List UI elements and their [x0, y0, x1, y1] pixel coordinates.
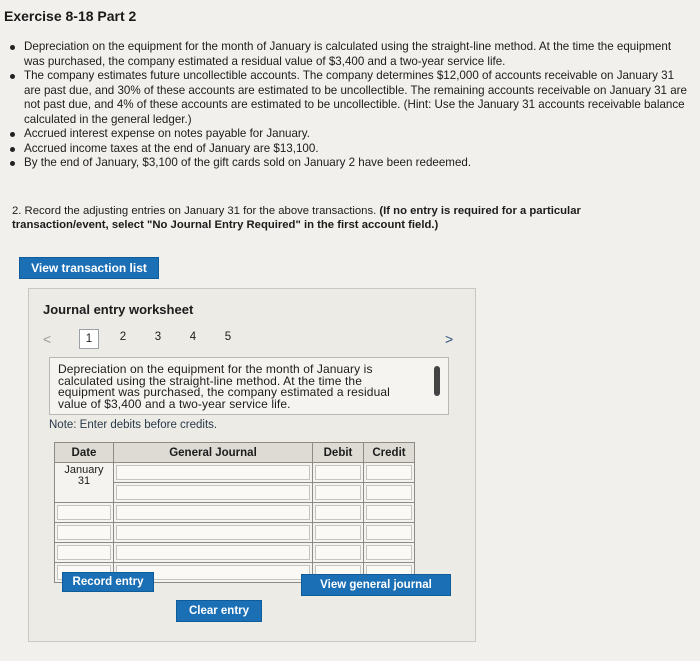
- bullet-dot-icon: [10, 132, 15, 137]
- view-transaction-list-button[interactable]: View transaction list: [19, 257, 159, 279]
- debit-cell[interactable]: [313, 463, 364, 483]
- debit-cell[interactable]: [313, 543, 364, 563]
- instruction-bold-note: (If no entry is required for a particular transaction/event, select "No Journal Entry Required" in the first account field.): [12, 205, 581, 231]
- bullet-dot-icon: [10, 161, 15, 166]
- date-cell[interactable]: [55, 543, 114, 563]
- general-journal-column-header: General Journal: [114, 443, 313, 463]
- date-input[interactable]: [57, 545, 111, 560]
- page-4-tab[interactable]: 4: [189, 331, 197, 343]
- date-month: January: [64, 464, 104, 476]
- account-input[interactable]: [116, 465, 310, 480]
- worksheet-pager: [43, 329, 463, 351]
- account-cell[interactable]: [114, 503, 313, 523]
- account-cell[interactable]: [114, 463, 313, 483]
- bullet-item: By the end of January, $3,100 of the gift cards sold on January 2 have been redeemed.: [10, 156, 690, 171]
- credit-input[interactable]: [366, 465, 412, 480]
- instruction-text: 2. Record the adjusting entries on January 31 for the above transactions. (If no entry is required for a particular transaction/event, select "No Journal Entry Required" in the first account field.): [12, 205, 581, 231]
- bullet-dot-icon: [10, 45, 15, 50]
- debit-input[interactable]: [315, 525, 361, 540]
- date-cell[interactable]: [55, 503, 114, 523]
- account-input[interactable]: [116, 545, 310, 560]
- record-entry-button[interactable]: Record entry: [62, 572, 154, 592]
- debit-cell[interactable]: [313, 503, 364, 523]
- date-cell[interactable]: [55, 523, 114, 543]
- credit-cell[interactable]: [364, 503, 415, 523]
- debit-column-header: Debit: [313, 443, 364, 463]
- account-cell[interactable]: [114, 543, 313, 563]
- date-cell: [55, 463, 114, 503]
- debit-input[interactable]: [315, 465, 361, 480]
- table-row: [55, 523, 415, 543]
- previous-arrow-icon[interactable]: <: [43, 331, 52, 347]
- debit-input[interactable]: [315, 505, 361, 520]
- credit-input[interactable]: [366, 505, 412, 520]
- clear-entry-button[interactable]: Clear entry: [176, 600, 262, 622]
- table-header-row: [55, 443, 415, 463]
- next-arrow-icon[interactable]: >: [445, 331, 454, 347]
- table-row: [55, 543, 415, 563]
- credit-input[interactable]: [366, 525, 412, 540]
- date-day: 31: [77, 475, 91, 487]
- table-row: [55, 503, 415, 523]
- account-input[interactable]: [116, 485, 310, 500]
- credit-column-header: Credit: [364, 443, 415, 463]
- credit-cell[interactable]: [364, 543, 415, 563]
- worksheet-title: Journal entry worksheet: [43, 302, 194, 317]
- page-1-tab[interactable]: 1: [79, 329, 99, 349]
- description-scrollbar[interactable]: [434, 366, 440, 396]
- credit-cell[interactable]: [364, 483, 415, 503]
- transaction-bullet-list: [10, 40, 690, 171]
- bullet-dot-icon: [10, 74, 15, 79]
- table-row: [55, 463, 415, 483]
- transaction-description-box: Depreciation on the equipment for the month of January is calculated using the straight-line method. At the time the equipment was purchased, the company estimated a residual value of $3,400 and a two-year service life.: [49, 357, 449, 415]
- bullet-item: Accrued interest expense on notes payable for January.: [10, 127, 690, 142]
- date-column-header: Date: [55, 443, 114, 463]
- debit-cell[interactable]: [313, 483, 364, 503]
- account-input[interactable]: [116, 505, 310, 520]
- date-input[interactable]: [57, 505, 111, 520]
- debit-cell[interactable]: [313, 523, 364, 543]
- exercise-title: Exercise 8-18 Part 2: [4, 8, 137, 24]
- page-3-tab[interactable]: 3: [154, 331, 162, 343]
- page-2-tab[interactable]: 2: [119, 331, 127, 343]
- journal-entry-table: [54, 442, 415, 583]
- view-general-journal-button[interactable]: View general journal: [301, 574, 451, 596]
- page-5-tab[interactable]: 5: [224, 331, 232, 343]
- credit-input[interactable]: [366, 485, 412, 500]
- bullet-item: Depreciation on the equipment for the month of January is calculated using the straight-line method. At the time the equipment was purchased, the company estimated a residual value of $3,400 and a two-year service life.: [10, 40, 690, 69]
- date-input[interactable]: [57, 525, 111, 540]
- account-cell[interactable]: [114, 523, 313, 543]
- debit-credit-note: Note: Enter debits before credits.: [49, 419, 218, 431]
- debit-input[interactable]: [315, 545, 361, 560]
- account-input[interactable]: [116, 525, 310, 540]
- debit-input[interactable]: [315, 485, 361, 500]
- bullet-dot-icon: [10, 147, 15, 152]
- account-cell[interactable]: [114, 483, 313, 503]
- credit-cell[interactable]: [364, 463, 415, 483]
- credit-cell[interactable]: [364, 523, 415, 543]
- bullet-item: The company estimates future uncollectible accounts. The company determines $12,000 of accounts receivable on January 31 are past due, and 30% of these accounts are estimated to be uncollectible. The remaining accounts receivable on January 31 are not past due, and 4% of these accounts are estimated to be uncollectible. (Hint: Use the January 31 accounts receivable balance calculated in the general ledger.): [10, 69, 690, 127]
- credit-input[interactable]: [366, 545, 412, 560]
- bullet-item: Accrued income taxes at the end of January are $13,100.: [10, 142, 690, 157]
